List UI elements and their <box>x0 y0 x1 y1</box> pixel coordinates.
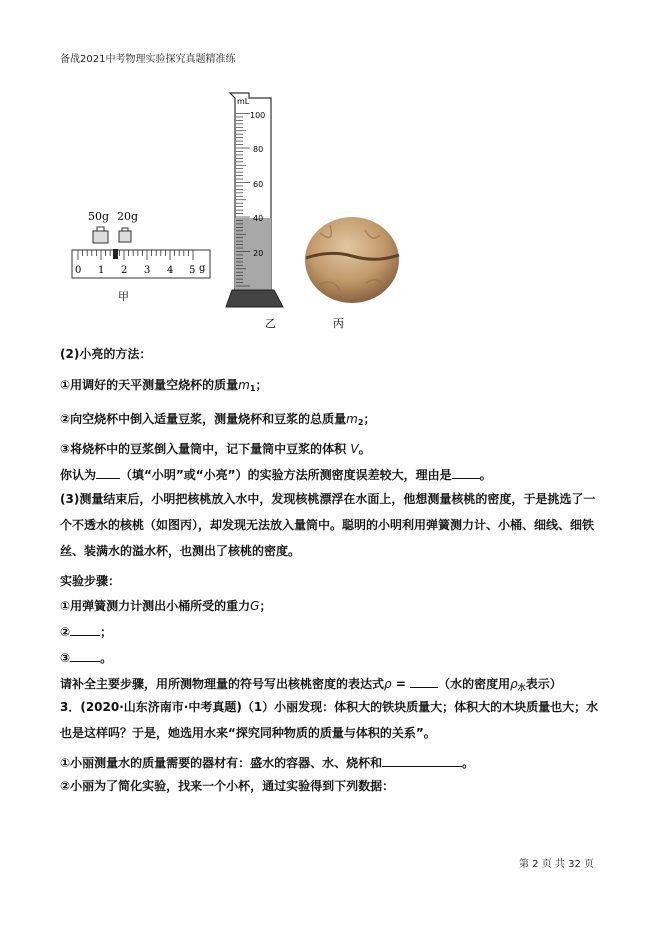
cylinder-unit: mL <box>237 97 250 106</box>
cylinder-mark-40: 40 <box>253 214 264 223</box>
answer-blank[interactable] <box>382 755 462 767</box>
answer-blank[interactable] <box>96 467 120 479</box>
question-3-intro: 3．(2020·山东济南市·中考真题)（1）小丽发现：体积大的铁块质量大；体积大的木块质量也大；水也是这样吗？于是，她选用水来“探究同种物质的质量与体积的关系”。 <box>60 700 599 740</box>
cylinder-mark-80: 80 <box>253 145 264 154</box>
beam-unit: g <box>199 263 206 274</box>
line-xiaoliang-method: (2)小亮的方法： <box>60 347 152 361</box>
paragraph-part-3: (3)测量结束后，小明把核桃放入水中，发现核桃漂浮在水面上，他想测量核桃的密度，于是挑选了一个不透水的核桃（如图丙），却发现无法放入量筒中。聪明的小明利用弹簧测力计、小桶、细线、细铁丝、装满水的溢水杯，也测出了核桃的密度。 <box>60 492 596 558</box>
weight-20g <box>119 228 131 242</box>
line-step-g: ①用弹簧测力计测出小桶所受的重力G； <box>60 599 272 613</box>
line-density-expression: 请补全主要步骤，用所测物理量的符号写出核桃密度的表达式ρ = （水的密度用$\rho_水$表示） <box>60 677 562 692</box>
line-experiment-steps: 实验步骤： <box>60 574 121 588</box>
beam-tick-5: 5 <box>189 265 196 276</box>
weight-20g-label: 20g <box>117 210 139 223</box>
weight-50g <box>93 227 108 243</box>
weight-50g-label: 50g <box>88 210 110 223</box>
cylinder-base <box>226 290 283 307</box>
caption-bing: 丙 <box>333 317 344 330</box>
cylinder-mark-100: 100 <box>250 111 266 120</box>
line-q3-equipment: ①小丽测量水的质量需要的器材有：盛水的容器、水、烧杯和 。 <box>60 756 475 770</box>
beam-tick-0: 0 <box>75 265 82 276</box>
line-step-2: ②向空烧杯中倒入适量豆浆，测量烧杯和豆浆的总质量$m_2$； <box>60 412 376 427</box>
answer-blank[interactable] <box>70 624 100 636</box>
answer-blank[interactable] <box>410 676 438 688</box>
walnut-shell <box>305 217 399 303</box>
experiment-figures <box>0 85 661 335</box>
page-footer: 第 2 页 共 32 页 <box>519 859 594 870</box>
beam-tick-1: 1 <box>98 265 105 276</box>
caption-jia: 甲 <box>118 290 129 303</box>
beam-tick-3: 3 <box>144 265 151 276</box>
answer-blank[interactable] <box>452 467 480 479</box>
cylinder-mark-60: 60 <box>253 180 264 189</box>
cylinder-figure <box>226 93 283 330</box>
walnut-figure <box>305 217 399 330</box>
beam-tick-2: 2 <box>121 265 128 276</box>
line-which-method: 你认为 （填“小明”或“小亮”）的实验方法所测密度误差较大，理由是 。 <box>60 468 492 482</box>
answer-blank[interactable] <box>70 650 100 662</box>
page-header: 备战2021中考物理实验探究真题精准练 <box>60 54 236 65</box>
caption-yi: 乙 <box>265 317 276 330</box>
balance-figure <box>72 210 210 303</box>
line-step-blank-3: ③ 。 <box>60 651 113 665</box>
cylinder-mark-20: 20 <box>253 249 264 258</box>
line-step-3: ③将烧杯中的豆浆倒入量筒中，记下量筒中豆浆的体积 V。 <box>60 442 371 456</box>
line-q3-data-intro: ②小丽为了简化实验，找来一个小杯，通过实验得到下列数据： <box>60 779 395 793</box>
beam-tick-4: 4 <box>167 265 174 276</box>
line-step-blank-2: ② ； <box>60 625 113 639</box>
line-step-1: ①用调好的天平测量空烧杯的质量$m_1$； <box>60 378 268 393</box>
rider <box>113 249 118 259</box>
